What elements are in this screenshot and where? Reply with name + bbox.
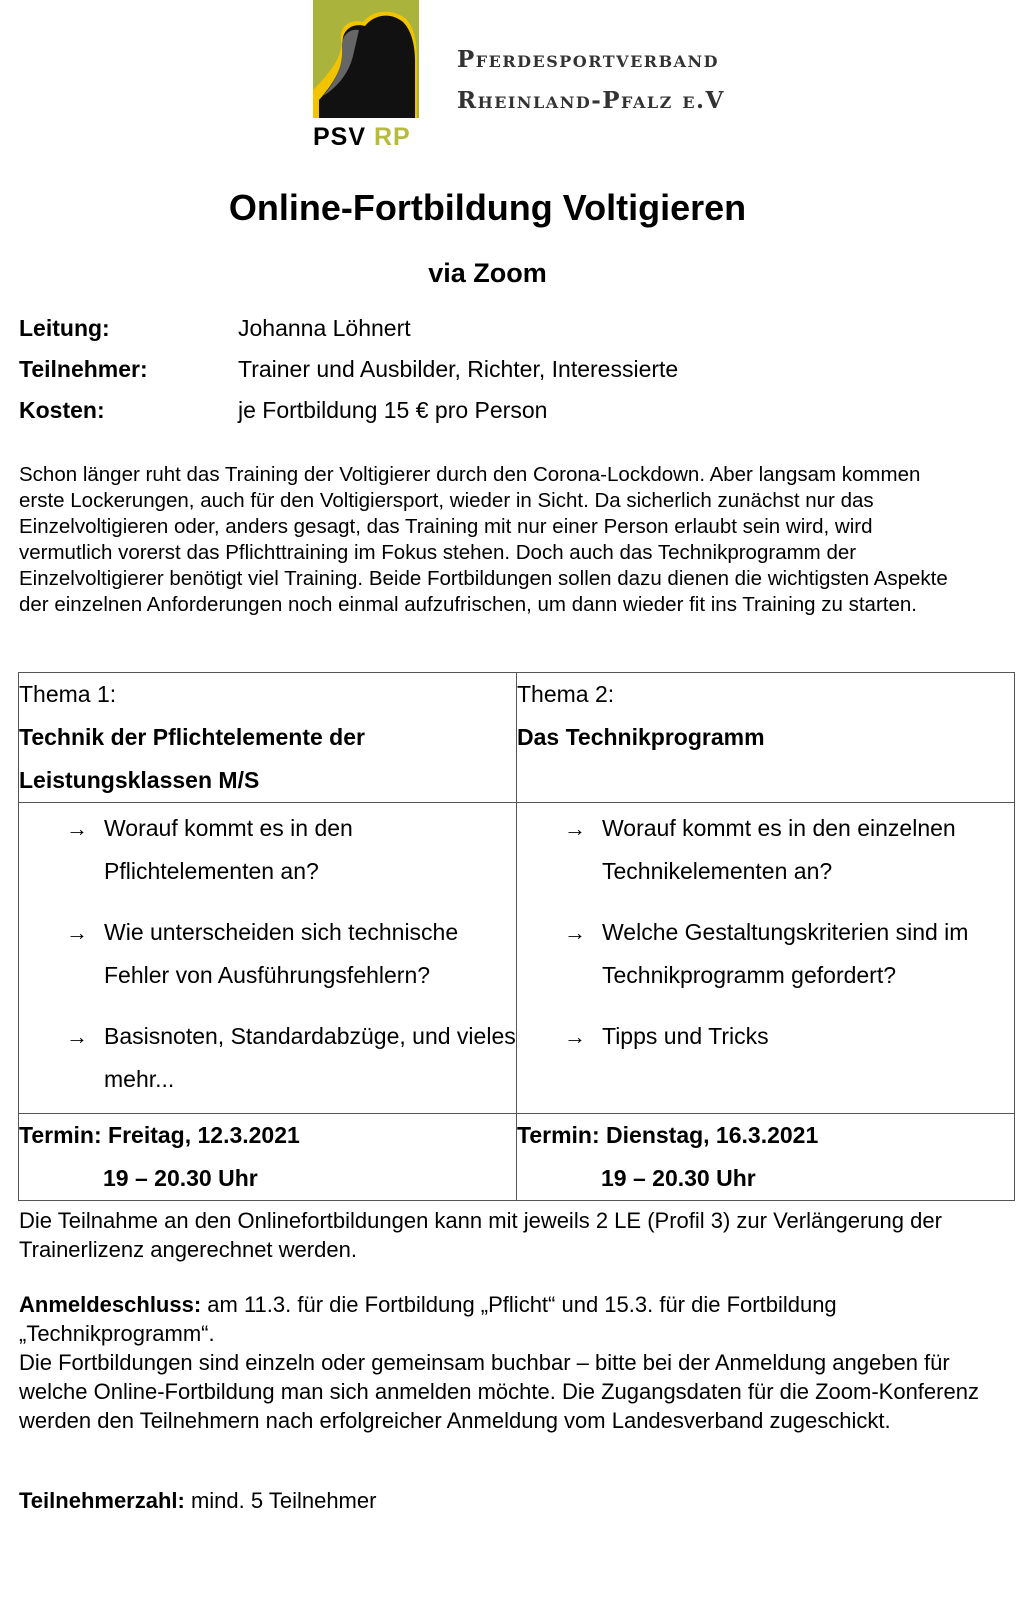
list-item (517, 1015, 1014, 1058)
topic-1-header (19, 673, 517, 803)
page-subtitle: via Zoom (428, 258, 547, 288)
intro-paragraph: Schon länger ruht das Training der Voltigierer durch den Corona-Lockdown. Aber langsam kommen erste Lockerungen, auch für den Voltigiersport, wieder in Sicht. Da sicherlich zunächst nur das Einzelvoltigieren oder, anders gesagt, das Training mit nur einer Person erlaubt sein wird, wird vermutlich vorerst das Pflichttraining im Fokus stehen. Doch auch das Technikprogramm der Einzelvoltigierer benötigt viel Training. Beide Fortbildungen sollen dazu dienen die wichtigsten Aspekte der einzelnen Anforderungen noch einmal aufzufrischen, um dann wieder fit ins Training zu starten. (19, 463, 948, 616)
bullet-text: Wie unterscheiden sich technische Fehler von Ausführungsfehlern? (104, 919, 459, 988)
bullet-text: Worauf kommt es in den Pflichtelementen an? (104, 815, 353, 884)
list-item (19, 1015, 516, 1101)
topic-2-bullets (517, 803, 1015, 1114)
info-value-leitung: Johanna Löhnert (238, 315, 411, 341)
info-label-kosten: Kosten: (19, 397, 105, 423)
topic-2-header (517, 673, 1015, 803)
info-value-teilnehmer: Trainer und Ausbilder, Richter, Interessierte (238, 356, 679, 382)
le-note: Die Teilnahme an den Onlinefortbildungen kann mit jeweils 2 LE (Profil 3) zur Verlängerung der Trainerlizenz angerechnet werden. (19, 1208, 942, 1262)
bullet-text: Basisnoten, Standardabzüge, und vieles mehr... (104, 1023, 516, 1092)
topic-2-time: 19 – 20.30 Uhr (601, 1165, 756, 1191)
info-value-kosten: je Fortbildung 15 € pro Person (238, 397, 548, 423)
bullet-text: Welche Gestaltungskriterien sind im Technikprogramm gefordert? (602, 919, 969, 988)
list-item (517, 911, 1014, 997)
arrow-right-icon: → (66, 1024, 88, 1049)
topic-2-number: Thema 2: (517, 681, 615, 707)
arrow-right-icon: → (564, 816, 586, 841)
list-item (19, 807, 516, 893)
logo-abbr-rp: RP (373, 123, 411, 151)
bullet-text: Worauf kommt es in den einzelnen Technikelementen an? (602, 815, 956, 884)
list-item (517, 807, 1014, 893)
topic-1-date: Termin: Freitag, 12.3.2021 (19, 1122, 300, 1148)
logo-abbreviation (313, 123, 411, 152)
list-item (19, 911, 516, 997)
topics-header-row (19, 673, 1015, 803)
org-name-line1: Pferdesportverband (457, 46, 720, 73)
topics-table (18, 672, 1015, 1201)
psv-logo (313, 0, 419, 118)
horse-head-icon (313, 0, 419, 118)
topic-1-title: Technik der Pflichtelemente der Leistungsklassen M/S (19, 724, 365, 793)
topic-1-time: 19 – 20.30 Uhr (103, 1165, 258, 1191)
arrow-right-icon: → (66, 920, 88, 945)
arrow-right-icon: → (66, 816, 88, 841)
topic-2-date: Termin: Dienstag, 16.3.2021 (517, 1122, 819, 1148)
topic-2-title: Das Technikprogramm (517, 724, 765, 750)
logo-abbr-psv: PSV (313, 123, 367, 151)
topics-termin-row (19, 1114, 1015, 1201)
topic-1-number: Thema 1: (19, 681, 117, 707)
deadline-paragraph (19, 1290, 979, 1435)
arrow-right-icon: → (564, 920, 586, 945)
deadline-text: am 11.3. für die Fortbildung „Pflicht“ und 15.3. für die Fortbildung „Technikprogramm“. (19, 1292, 837, 1346)
participants-label: Teilnehmerzahl: (19, 1488, 185, 1513)
topic-2-termin (517, 1114, 1015, 1201)
org-name-line2: Rheinland-Pfalz e.V (457, 87, 725, 114)
info-label-teilnehmer: Teilnehmer: (19, 356, 148, 382)
topic-1-bullets (19, 803, 517, 1114)
participants-text: mind. 5 Teilnehmer (184, 1488, 377, 1513)
bullet-text: Tipps und Tricks (602, 1023, 769, 1049)
participants-paragraph (19, 1486, 979, 1515)
arrow-right-icon: → (564, 1024, 586, 1049)
page-title: Online-Fortbildung Voltigieren (228, 187, 747, 228)
info-label-leitung: Leitung: (19, 315, 110, 341)
topics-bullets-row (19, 803, 1015, 1114)
topic-1-termin (19, 1114, 517, 1201)
booking-text: Die Fortbildungen sind einzeln oder gemeinsam buchbar – bitte bei der Anmeldung angeben für welche Online-Fortbildung man sich anmelden möchte. Die Zugangsdaten für die Zoom-Konferenz werden den Teilnehmern nach erfolgreicher Anmeldung vom Landesverband zugeschickt. (19, 1350, 979, 1433)
deadline-label: Anmeldeschluss: (19, 1292, 202, 1317)
